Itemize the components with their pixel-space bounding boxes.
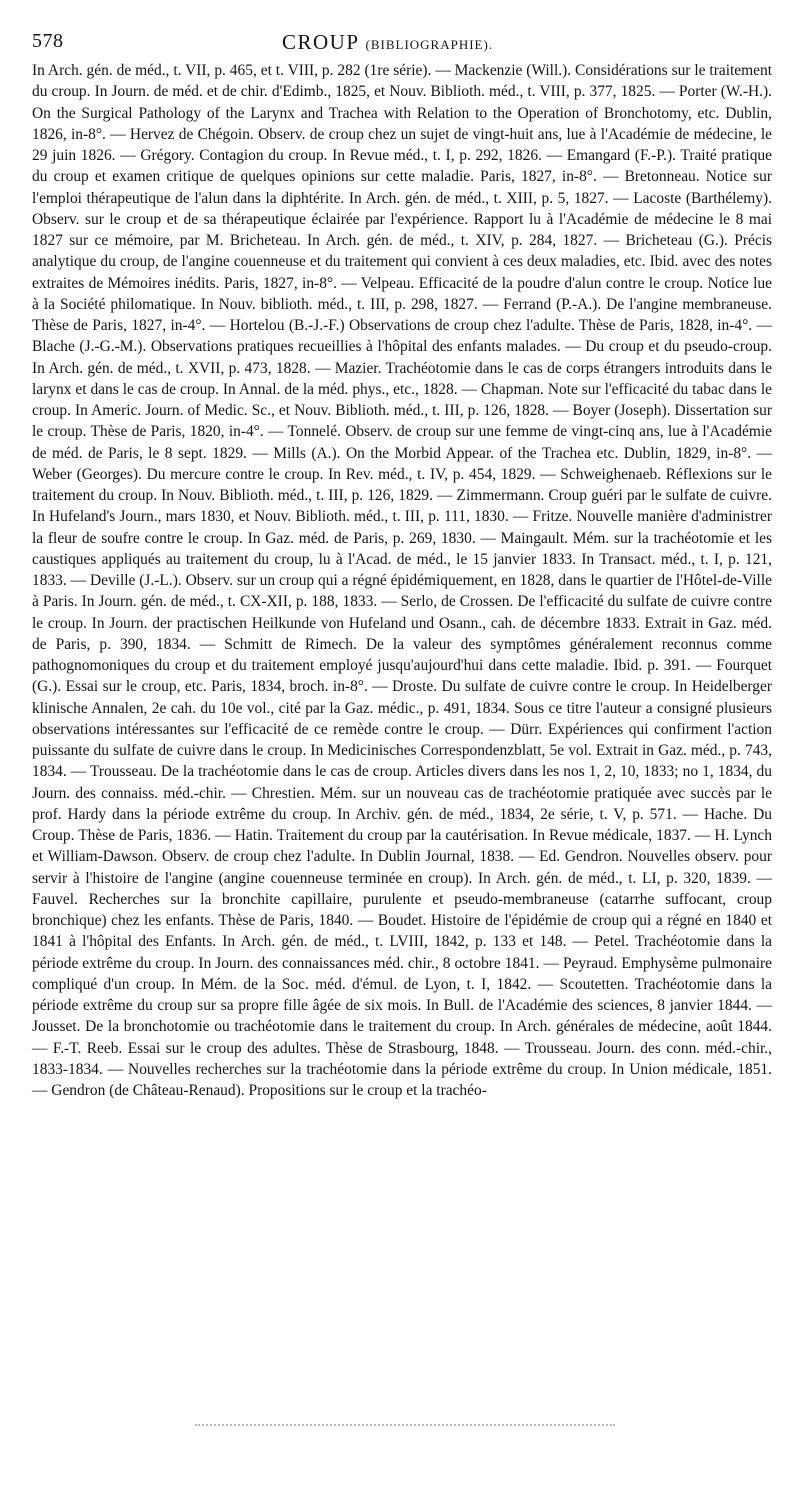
book-page bbox=[32, 30, 772, 1101]
page-number: 578 bbox=[32, 30, 64, 52]
running-title-main: CROUP bbox=[282, 30, 359, 54]
bibliography-text: In Arch. gén. de méd., t. VII, p. 465, et t. VIII, p. 282 (1re série). — Mackenzie (Will.). Considérations sur le traitement du croup. In Journ. de méd. et de chir. d'Edimb., 1825, et Nouv. Biblioth. méd., t. VIII, p. 377, 1825. — Porter (W.-H.). On the Surgical Pathology of the Larynx and Trachea with Relation to the Operation of Bronchotomy, etc. Dublin, 1826, in-8°. — Hervez de Chégoin. Observ. de croup chez un sujet de vingt-huit ans, lue à l'Académie de médecine, le 29 juin 1826. — Grégory. Contagion du croup. In Revue méd., t. I, p. 292, 1826. — Emangard (F.-P.). Traité pratique du croup et examen critique de quelques opinions sur cette maladie. Paris, 1827, in-8°. — Bretonneau. Notice sur l'emploi thérapeutique de l'alun dans la diphtérite. In Arch. gén. de méd., t. XIII, p. 5, 1827. — Lacoste (Barthélemy). Observ. sur le croup et de sa thérapeutique éclairée par l'expérience. Rapport lu à l'Académie de médecine le 8 mai 1827 sur ce mémoire, par M. Bricheteau. In Arch. gén. de méd., t. XIV, p. 284, 1827. — Bricheteau (G.). Précis analytique du croup, de l'angine couenneuse et du traitement qui convient à ces deux maladies, etc. Ibid. avec des notes extraites de Mémoires inédits. Paris, 1827, in-8°. — Velpeau. Efficacité de la poudre d'alun contre le croup. Notice lue à la Société philomatique. In Nouv. biblioth. méd., t. III, p. 298, 1827. — Ferrand (P.-A.). De l'angine membraneuse. Thèse de Paris, 1827, in-4°. — Hortelou (B.-J.-F.) Observations de croup chez l'adulte. Thèse de Paris, 1828, in-4°. — Blache (J.-G.-M.). Observations pratiques recueillies à l'hôpital des enfants malades. — Du croup et du pseudo-croup. In Arch. gén. de méd., t. XVII, p. 473, 1828. — Mazier. Trachéotomie dans le cas de corps étrangers introduits dans le larynx et dans le cas de croup. In Annal. de la méd. phys., etc., 1828. — Chapman. Note sur l'efficacité du tabac dans le croup. In Americ. Journ. of Medic. Sc., et Nouv. Biblioth. méd., t. III, p. 126, 1828. — Boyer (Joseph). Dissertation sur le croup. Thèse de Paris, 1820, in-4°. — Tonnelé. Observ. de croup sur une femme de vingt-cinq ans, lue à l'Académie de méd. de Paris, le 8 sept. 1829. — Mills (A.). On the Morbid Appear. of the Trachea etc. Dublin, 1829, in-8°. — Weber (Georges). Du mercure contre le croup. In Rev. méd., t. IV, p. 454, 1829. — Schweighenaeb. Réflexions sur le traitement du croup. In Nouv. Biblioth. méd., t. III, p. 126, 1829. — Zimmermann. Croup guéri par le sulfate de cuivre. In Hufeland's Journ., mars 1830, et Nouv. Biblioth. méd., t. III, p. 111, 1830. — Fritze. Nouvelle manière d'administrer la fleur de soufre contre le croup. In Gaz. méd. de Paris, p. 269, 1830. — Maingault. Mém. sur la trachéotomie et les caustiques appliqués au traitement du croup, lu à l'Acad. de méd., le 15 janvier 1833. In Transact. méd., t. I, p. 121, 1833. — Deville (J.-L.). Observ. sur un croup qui a régné épidémiquement, en 1828, dans le quartier de l'Hôtel-de-Ville à Paris. In Journ. gén. de méd., t. CX-XII, p. 188, 1833. — Serlo, de Crossen. De l'efficacité du sulfate de cuivre contre le croup. In Journ. der practischen Heilkunde von Hufeland und Osann., cah. de décembre 1833. Extrait in Gaz. méd. de Paris, p. 390, 1834. — Schmitt de Rimech. De la valeur des symptômes généralement reconnus comme pathognomoniques du croup et du traitement employé jusqu'aujourd'hui dans cette maladie. Ibid. p. 391. — Fourquet (G.). Essai sur le croup, etc. Paris, 1834, broch. in-8°. — Droste. Du sulfate de cuivre contre le croup. In Heidelberger klinische Annalen, 2e cah. du 10e vol., cité par la Gaz. médic., p. 491, 1834. Sous ce titre l'auteur a consigné plusieurs observations intéressantes sur l'efficacité de ce remède contre le croup. — Dürr. Expériences qui confirment l'action puissante du sulfate de cuivre dans le croup. In Medicinisches Correspondenzblatt, 5e vol. Extrait in Gaz. méd., p. 743, 1834. — Trousseau. De la trachéotomie dans le cas de croup. Articles divers dans les nos 1, 2, 10, 1833; no 1, 1834, du Journ. des connaiss. méd.-chir. — Chrestien. Mém. sur un nouveau cas de trachéotomie pratiquée avec succès par le prof. Hardy dans la période extrême du croup. In Archiv. gén. de méd., 1834, 2e série, t. V, p. 571. — Hache. Du Croup. Thèse de Paris, 1836. — Hatin. Traitement du croup par la cautérisation. In Revue médicale, 1837. — H. Lynch et William-Dawson. Observ. de croup chez l'adulte. In Dublin Journal, 1838. — Ed. Gendron. Nouvelles observ. pour servir à l'histoire de l'angine (angine couenneuse terminée en croup). In Arch. gén. de méd., t. LI, p. 320, 1839. — Fauvel. Recherches sur la bronchite capillaire, purulente et pseudo-membraneuse (catarrhe suffocant, croup bronchique) chez les enfants. Thèse de Paris, 1840. — Boudet. Histoire de l'épidémie de croup qui a régné en 1840 et 1841 à l'hôpital des Enfants. In Arch. gén. de méd., t. LVIII, 1842, p. 133 et 148. — Petel. Trachéotomie dans la période extrême du croup. In Journ. des connaissances méd. chir., 8 octobre 1841. — Peyraud. Emphysème pulmonaire compliqué d'un croup. In Mém. de la Soc. méd. d'émul. de Lyon, t. I, 1842. — Scoutetten. Trachéotomie dans la période extrême du croup sur sa propre fille âgée de six mois. In Bull. de l'Académie des sciences, 8 janvier 1844. — Jousset. De la bronchotomie ou trachéotomie dans le traitement du croup. In Arch. générales de médecine, août 1844. — F.-T. Reeb. Essai sur le croup des adultes. Thèse de Strasbourg, 1848. — Trousseau. Journ. des conn. méd.-chir., 1833-1834. — Nouvelles recherches sur la trachéotomie dans la période extrême du croup. In Union médicale, 1851. — Gendron (de Château-Renaud). Propositions sur le croup et la trachéo- bbox=[32, 62, 772, 1099]
running-title bbox=[282, 30, 493, 55]
running-head bbox=[32, 30, 772, 60]
bottom-dotted-rule bbox=[195, 1424, 615, 1426]
running-title-section: (BIBLIOGRAPHIE). bbox=[365, 37, 494, 52]
